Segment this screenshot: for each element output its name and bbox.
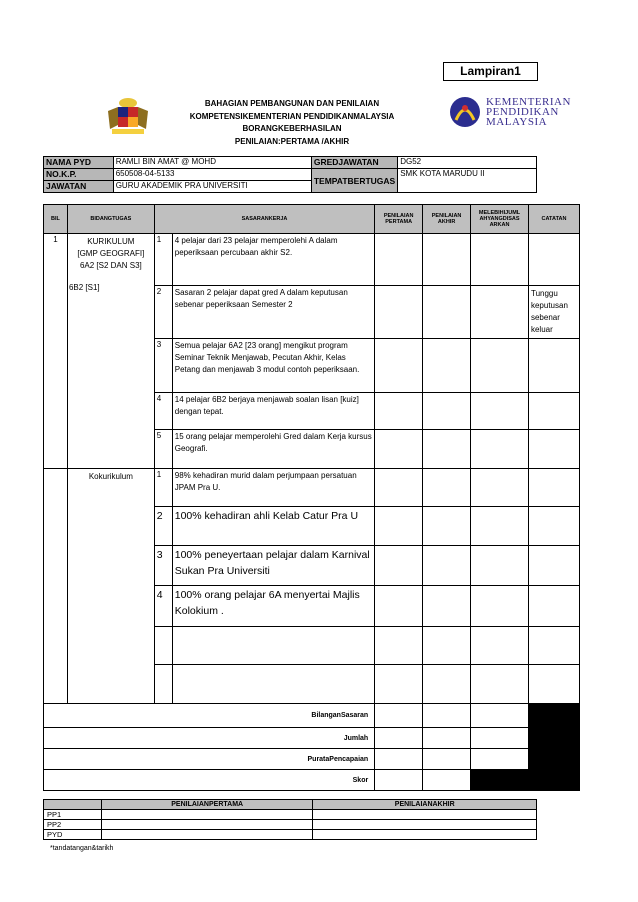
skor-akhir-cell[interactable] — [423, 770, 471, 791]
item-number: 3 — [154, 339, 172, 393]
score-pertama-cell[interactable] — [375, 546, 423, 586]
summary-row — [44, 704, 580, 728]
jawatan-label: JAWATAN — [44, 181, 114, 193]
footnote: *tandatangan&tarikh — [50, 845, 114, 852]
kpm-logo-line-1: KEMENTERIAN — [486, 96, 571, 108]
title-line-3: BORANGKEBERHASILAN — [242, 124, 342, 133]
score-pertama-cell[interactable] — [375, 339, 423, 393]
catatan-cell[interactable] — [528, 339, 579, 393]
col-akhir: PENILAIAN AKHIR — [423, 205, 471, 234]
tempat-value: SMK KOTA MARUDU II — [398, 169, 537, 193]
score-melebihi-cell[interactable] — [471, 665, 529, 704]
item-text: 100% orang pelajar 6A menyertai Majlis Kolokium . — [172, 586, 374, 627]
item-text: 100% peneyertaan pelajar dalam Karnival Sukan Pra Universiti — [172, 546, 374, 586]
catatan-cell[interactable] — [528, 665, 579, 704]
kpm-logo-line-2: PENDIDIKAN — [486, 106, 559, 118]
bilangan-sasaran-label: BilanganSasaran — [44, 704, 375, 728]
pyd-pertama-signature[interactable] — [101, 830, 313, 840]
gred-label: GREDJAWATAN — [311, 157, 397, 169]
score-melebihi-cell[interactable] — [471, 507, 529, 546]
empty-bil-cell — [44, 469, 68, 704]
item-text: 98% kehadiran murid dalam perjumpaan persatuan JPAM Pra U. — [172, 469, 374, 507]
title-line-1: BAHAGIAN PEMBANGUNAN DAN PENILAIAN — [204, 99, 380, 108]
item-text: 15 orang pelajar memperolehi Gred dalam Kerja kursus Geografi. — [172, 430, 374, 469]
catatan-cell[interactable] — [528, 393, 579, 430]
pp2-pertama-signature[interactable] — [101, 820, 313, 830]
item-text: 100% kehadiran ahli Kelab Catur Pra U — [172, 507, 374, 546]
purata-akhir-cell[interactable] — [423, 749, 471, 770]
nokp-label: NO.K.P. — [44, 169, 114, 181]
score-melebihi-cell[interactable] — [471, 393, 529, 430]
blacked-out-cell — [471, 770, 529, 791]
malaysia-coat-of-arms-logo — [104, 95, 152, 137]
purata-melebihi-cell[interactable] — [471, 749, 529, 770]
catatan-cell[interactable]: Tunggu keputusan sebenar keluar — [528, 286, 579, 339]
score-pertama-cell[interactable] — [375, 627, 423, 665]
title-line-2: KOMPETENSIKEMENTERIAN PENDIDIKANMALAYSIA — [189, 111, 395, 121]
item-number: 4 — [154, 586, 172, 627]
col-sasaran: SASARANKERJA — [154, 205, 374, 234]
score-pertama-cell[interactable] — [375, 586, 423, 627]
catatan-cell[interactable] — [528, 234, 579, 286]
nama-label: NAMA PYD — [44, 157, 114, 169]
bidang-line-c: 6A2 [S2 DAN S3] — [79, 261, 142, 270]
blacked-out-cell — [528, 704, 579, 791]
nama-value: RAMLI BIN AMAT @ MOHD — [113, 157, 311, 169]
col-bidang: BIDANGTUGAS — [67, 205, 154, 234]
kpm-logo — [448, 96, 578, 128]
summary-row — [44, 728, 580, 749]
item-number: 5 — [154, 430, 172, 469]
score-melebihi-cell[interactable] — [471, 286, 529, 339]
jumlah-label: Jumlah — [44, 728, 375, 749]
summary-row — [44, 770, 580, 791]
score-akhir-cell[interactable] — [423, 286, 471, 339]
blank-header — [44, 800, 102, 810]
catatan-cell[interactable] — [528, 430, 579, 469]
score-akhir-cell[interactable] — [423, 665, 471, 704]
summary-row — [44, 749, 580, 770]
item-text: Sasaran 2 pelajar dapat gred A dalam keputusan sebenar peperiksaan Semester 2 — [172, 286, 374, 339]
score-akhir-cell[interactable] — [423, 546, 471, 586]
form-title — [150, 98, 434, 148]
score-akhir-cell[interactable] — [423, 507, 471, 546]
employee-info-table — [43, 156, 537, 193]
pp1-akhir-signature[interactable] — [313, 810, 537, 820]
score-akhir-cell[interactable] — [423, 586, 471, 627]
col-bil: BIL — [44, 205, 68, 234]
bidang-line-d: 6B2 [S1] — [68, 283, 100, 292]
catatan-cell[interactable] — [528, 546, 579, 586]
score-akhir-cell[interactable] — [423, 469, 471, 507]
score-melebihi-cell[interactable] — [471, 546, 529, 586]
score-pertama-cell[interactable] — [375, 393, 423, 430]
penilaian-akhir-header: PENILAIANAKHIR — [313, 800, 537, 810]
score-akhir-cell[interactable] — [423, 339, 471, 393]
score-melebihi-cell[interactable] — [471, 469, 529, 507]
skor-label: Skor — [44, 770, 375, 791]
catatan-cell[interactable] — [528, 469, 579, 507]
bilangan-pertama-cell[interactable] — [375, 704, 423, 728]
item-number: 2 — [154, 507, 172, 546]
pyd-akhir-signature[interactable] — [313, 830, 537, 840]
row-bil: 1 — [44, 234, 68, 469]
item-number: 4 — [154, 393, 172, 430]
target-table — [43, 204, 580, 791]
score-pertama-cell[interactable] — [375, 234, 423, 286]
purata-pertama-cell[interactable] — [375, 749, 423, 770]
pyd-label: PYD — [44, 830, 102, 840]
score-melebihi-cell[interactable] — [471, 430, 529, 469]
bilangan-melebihi-cell[interactable] — [471, 704, 529, 728]
col-melebihi: MELEBIHIJUML AHYANGDISAS ARKAN — [471, 205, 529, 234]
jawatan-value: GURU AKADEMIK PRA UNIVERSITI — [113, 181, 311, 193]
title-line-4: PENILAIAN:PERTAMA /AKHIR — [234, 136, 350, 146]
pp2-label: PP2 — [44, 820, 102, 830]
bidang-kokurikulum: Kokurikulum — [67, 469, 154, 704]
catatan-cell[interactable] — [528, 586, 579, 627]
jumlah-melebihi-cell[interactable] — [471, 728, 529, 749]
table-row — [44, 469, 580, 507]
col-catatan: CATATAN — [528, 205, 579, 234]
table-row — [44, 234, 580, 286]
bidang-kurikulum — [67, 234, 154, 469]
jumlah-akhir-cell[interactable] — [423, 728, 471, 749]
score-akhir-cell[interactable] — [423, 234, 471, 286]
item-text: 4 pelajar dari 23 pelajar memperolehi A dalam peperiksaan percubaan akhir S2. — [172, 234, 374, 286]
col-pertama: PENILAIAN PERTAMA — [375, 205, 423, 234]
score-pertama-cell[interactable] — [375, 507, 423, 546]
kpm-emblem-icon — [448, 96, 482, 128]
penilaian-pertama-header: PENILAIANPERTAMA — [101, 800, 313, 810]
score-pertama-cell[interactable] — [375, 665, 423, 704]
score-melebihi-cell[interactable] — [471, 586, 529, 627]
item-number: 2 — [154, 286, 172, 339]
bidang-line-b: [GMP GEOGRAFI] — [77, 249, 145, 258]
score-melebihi-cell[interactable] — [471, 339, 529, 393]
kpm-logo-line-3: MALAYSIA — [486, 116, 548, 128]
item-text: Semua pelajar 6A2 [23 orang] mengikut program Seminar Teknik Menjawab, Pecutan Akhir, Kelas Petang dan menjawab 3 modul contoh peperiksaan. — [172, 339, 374, 393]
score-akhir-cell[interactable] — [423, 627, 471, 665]
gred-value: DG52 — [398, 157, 537, 169]
nokp-value: 650508-04-5133 — [113, 169, 311, 181]
purata-label: PurataPencapaian — [44, 749, 375, 770]
score-melebihi-cell[interactable] — [471, 627, 529, 665]
score-akhir-cell[interactable] — [423, 430, 471, 469]
item-number: 1 — [154, 469, 172, 507]
item-number: 1 — [154, 234, 172, 286]
jumlah-pertama-cell[interactable] — [375, 728, 423, 749]
score-pertama-cell[interactable] — [375, 430, 423, 469]
pp2-akhir-signature[interactable] — [313, 820, 537, 830]
catatan-cell[interactable] — [528, 507, 579, 546]
skor-pertama-cell[interactable] — [375, 770, 423, 791]
signature-table — [43, 799, 537, 840]
bidang-line-a: KURIKULUM — [87, 237, 135, 246]
pp1-label: PP1 — [44, 810, 102, 820]
score-pertama-cell[interactable] — [375, 469, 423, 507]
score-pertama-cell[interactable] — [375, 286, 423, 339]
catatan-cell[interactable] — [528, 627, 579, 665]
item-text: 14 pelajar 6B2 berjaya menjawab soalan lisan [kuiz] dengan tepat. — [172, 393, 374, 430]
item-number: 3 — [154, 546, 172, 586]
bilangan-akhir-cell[interactable] — [423, 704, 471, 728]
score-melebihi-cell[interactable] — [471, 234, 529, 286]
pp1-pertama-signature[interactable] — [101, 810, 313, 820]
score-akhir-cell[interactable] — [423, 393, 471, 430]
lampiran-label: Lampiran1 — [443, 62, 538, 81]
tempat-label: TEMPATBERTUGAS — [311, 169, 397, 193]
